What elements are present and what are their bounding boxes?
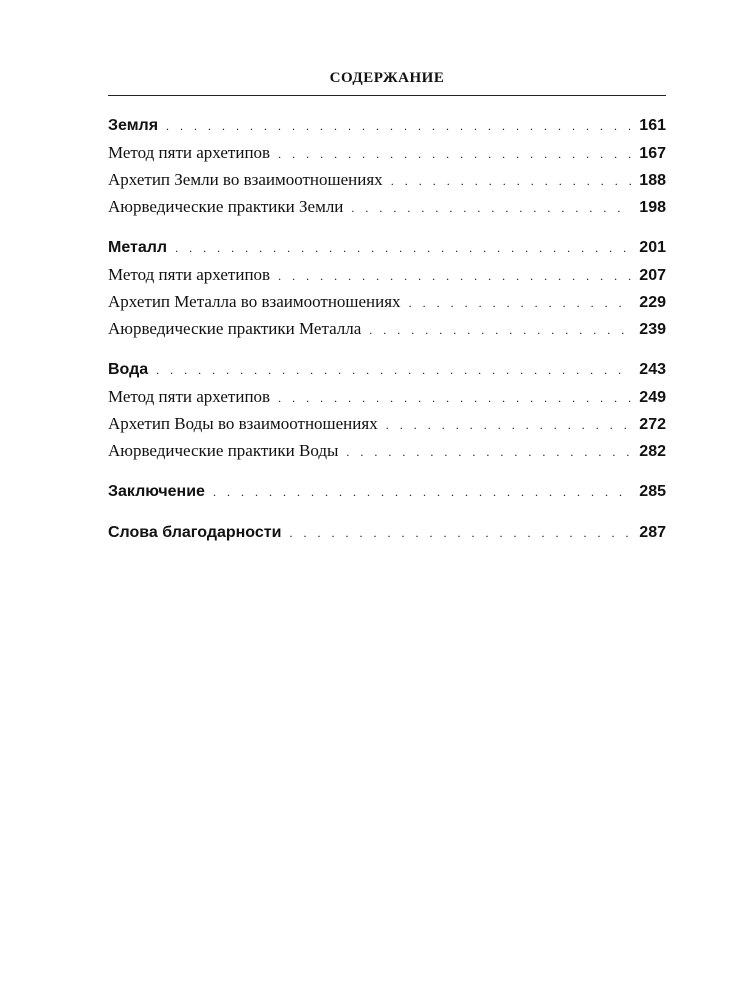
toc-subentry-page: 229 bbox=[639, 294, 666, 311]
toc-subentry[interactable] bbox=[108, 166, 666, 193]
toc-subentry-page: 207 bbox=[639, 267, 666, 284]
toc-section-water bbox=[108, 356, 666, 464]
page-header: СОДЕРЖАНИЕ bbox=[329, 70, 445, 86]
toc-entry-title: Земля bbox=[108, 117, 159, 134]
toc-subentry[interactable] bbox=[108, 261, 666, 288]
toc-subentry[interactable] bbox=[108, 193, 666, 220]
toc-subentry-title: Аюрведические практики Земли bbox=[108, 197, 344, 216]
dot-leader bbox=[278, 263, 631, 290]
dot-leader bbox=[175, 235, 631, 262]
toc-entry-title: Вода bbox=[108, 361, 149, 378]
toc-subentry[interactable] bbox=[108, 410, 666, 437]
toc-subentry[interactable] bbox=[108, 437, 666, 464]
toc-entry[interactable] bbox=[108, 356, 666, 383]
dot-leader bbox=[391, 168, 632, 195]
dot-leader bbox=[346, 439, 631, 466]
dot-leader bbox=[351, 195, 631, 222]
toc-entry-title: Слова благодарности bbox=[108, 524, 282, 541]
toc-subentry-page: 239 bbox=[639, 321, 666, 338]
dot-leader bbox=[166, 113, 631, 140]
toc-section-earth bbox=[108, 112, 666, 220]
toc-entry-title: Заключение bbox=[108, 483, 205, 500]
toc-subentry[interactable] bbox=[108, 315, 666, 342]
toc-entry[interactable] bbox=[108, 478, 666, 505]
toc-entry-page: 161 bbox=[639, 117, 666, 134]
header-rule bbox=[108, 95, 666, 96]
dot-leader bbox=[289, 520, 631, 547]
toc-subentry-title: Аюрведические практики Металла bbox=[108, 319, 362, 338]
toc-subentry-page: 167 bbox=[639, 145, 666, 162]
toc-entry-title: Металл bbox=[108, 239, 168, 256]
dot-leader bbox=[213, 479, 631, 506]
toc-subentry-title: Аюрведические практики Воды bbox=[108, 441, 339, 460]
toc-section-metal bbox=[108, 234, 666, 342]
dot-leader bbox=[278, 141, 631, 168]
toc-section-conclusion bbox=[108, 478, 666, 505]
toc-section-acknowledgements bbox=[108, 519, 666, 546]
toc-subentry-title: Метод пяти архетипов bbox=[108, 387, 271, 406]
table-of-contents bbox=[108, 112, 666, 560]
dot-leader bbox=[409, 290, 632, 317]
toc-subentry-title: Метод пяти архетипов bbox=[108, 143, 271, 162]
toc-entry[interactable] bbox=[108, 234, 666, 261]
toc-subentry-page: 282 bbox=[639, 443, 666, 460]
toc-entry-page: 285 bbox=[639, 483, 666, 500]
toc-subentry[interactable] bbox=[108, 139, 666, 166]
toc-subentry-page: 272 bbox=[639, 416, 666, 433]
toc-subentry-page: 249 bbox=[639, 389, 666, 406]
toc-subentry-page: 198 bbox=[639, 199, 666, 216]
toc-subentry-title: Архетип Воды во взаимоотношениях bbox=[108, 414, 378, 433]
toc-subentry-title: Метод пяти архетипов bbox=[108, 265, 271, 284]
toc-subentry[interactable] bbox=[108, 383, 666, 410]
toc-entry[interactable] bbox=[108, 112, 666, 139]
dot-leader bbox=[156, 357, 631, 384]
toc-entry-page: 287 bbox=[639, 524, 666, 541]
toc-subentry-title: Архетип Металла во взаимоотношениях bbox=[108, 292, 401, 311]
toc-subentry-page: 188 bbox=[639, 172, 666, 189]
dot-leader bbox=[278, 385, 631, 412]
dot-leader bbox=[369, 317, 631, 344]
toc-subentry[interactable] bbox=[108, 288, 666, 315]
toc-subentry-title: Архетип Земли во взаимоотношениях bbox=[108, 170, 383, 189]
dot-leader bbox=[386, 412, 632, 439]
toc-entry-page: 243 bbox=[639, 361, 666, 378]
toc-entry-page: 201 bbox=[639, 239, 666, 256]
toc-entry[interactable] bbox=[108, 519, 666, 546]
